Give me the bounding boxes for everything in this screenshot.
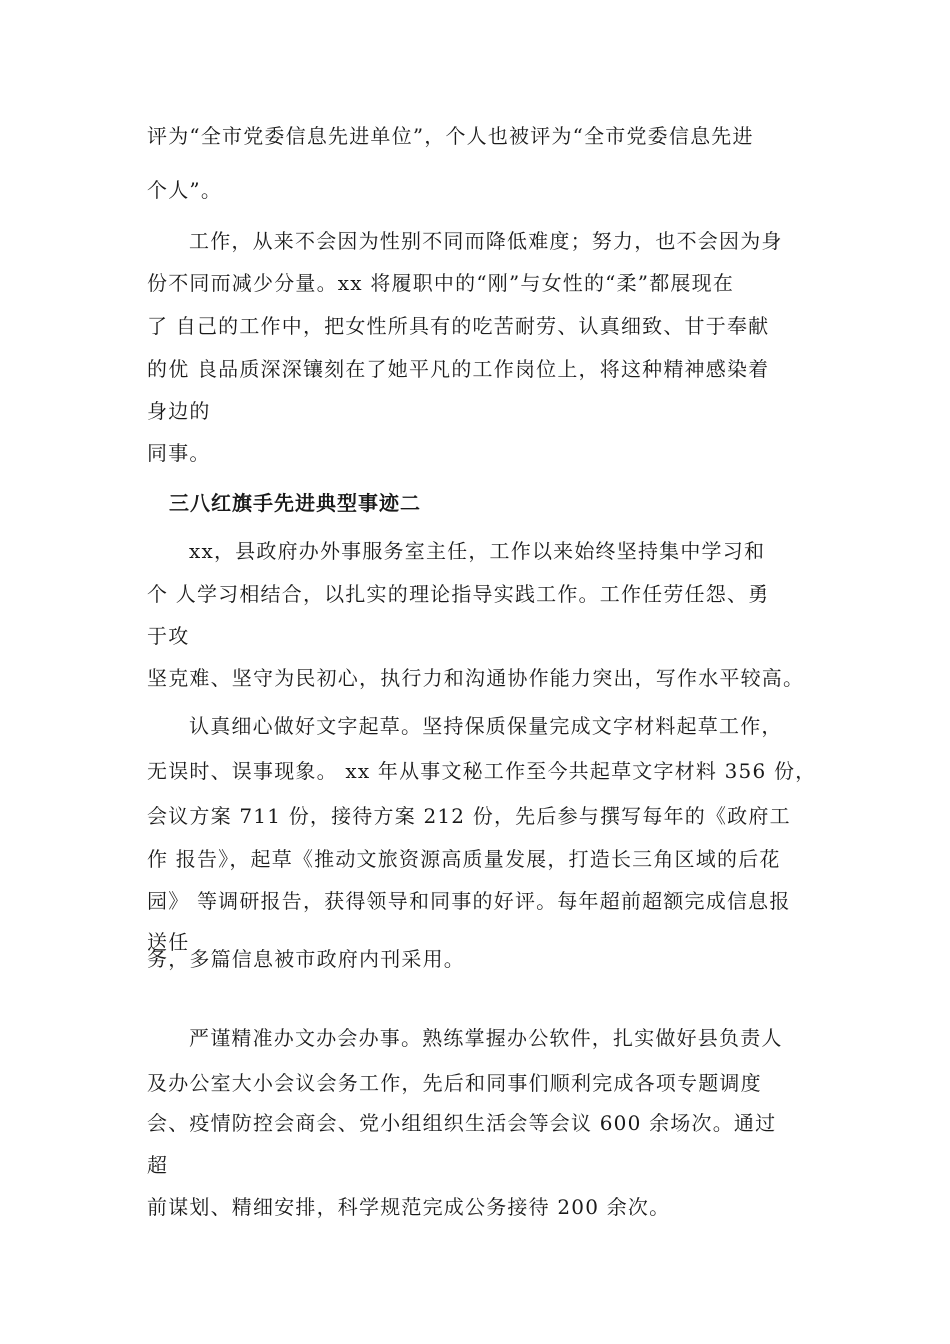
- text-line: 于攻: [147, 624, 190, 648]
- paragraph-first-line: 工作，从来不会因为性别不同而降低难度；努力，也不会因为身: [189, 229, 783, 253]
- text-line: 及办公室大小会议会务工作，先后和同事们顺利完成各项专题调度: [147, 1071, 762, 1095]
- text-line: 份不同而减少分量。xx 将履职中的“刚”与女性的“柔”都展现在: [147, 271, 735, 295]
- text-line: 前谋划、精细安排，科学规范完成公务接待 200 余次。: [147, 1195, 671, 1219]
- text-line: 超: [147, 1153, 169, 1177]
- text-line: 会、疫情防控会商会、党小组组织生活会等会议 600 余场次。通过: [147, 1111, 777, 1135]
- text-line: 同事。: [147, 441, 211, 465]
- text-line: 园》 等调研报告，获得领导和同事的好评。每年超前超额完成信息报: [147, 889, 791, 913]
- text-line: 无误时、误事现象。 xx 年从事文秘工作至今共起草文字材料 356 份，: [147, 759, 817, 783]
- paragraph-first-line: 严谨精准办文办会办事。熟练掌握办公软件，扎实做好县负责人: [189, 1026, 783, 1050]
- text-line: 坚克难、坚守为民初心，执行力和沟通协作能力突出，写作水平较高。: [147, 666, 805, 690]
- text-line: 个人”。: [147, 178, 223, 202]
- section-heading: 三八红旗手先进典型事迹二: [169, 491, 421, 515]
- text-line: 身边的: [147, 399, 211, 423]
- paragraph-first-line: xx，县政府办外事服务室主任，工作以来始终坚持集中学习和: [189, 539, 766, 563]
- text-line: 的优 良品质深深镶刻在了她平凡的工作岗位上，将这种精神感染着: [147, 357, 770, 381]
- text-line: 送任: [147, 930, 190, 954]
- text-line: 个 人学习相结合，以扎实的理论指导实践工作。工作任劳任怨、勇: [147, 582, 770, 606]
- text-line: 评为“全市党委信息先进单位”，个人也被评为“全市党委信息先进: [147, 124, 754, 148]
- text-line: 作 报告》，起草《推动文旅资源高质量发展，打造长三角区域的后花: [147, 847, 781, 871]
- text-line: 了 自己的工作中，把女性所具有的吃苦耐劳、认真细致、甘于奉献: [147, 314, 770, 338]
- paragraph-first-line: 认真细心做好文字起草。坚持保质保量完成文字材料起草工作，: [189, 714, 783, 738]
- text-line: 务，多篇信息被市政府内刊采用。: [147, 947, 465, 971]
- text-line: 会议方案 711 份，接待方案 212 份，先后参与撰写每年的《政府工: [147, 804, 791, 828]
